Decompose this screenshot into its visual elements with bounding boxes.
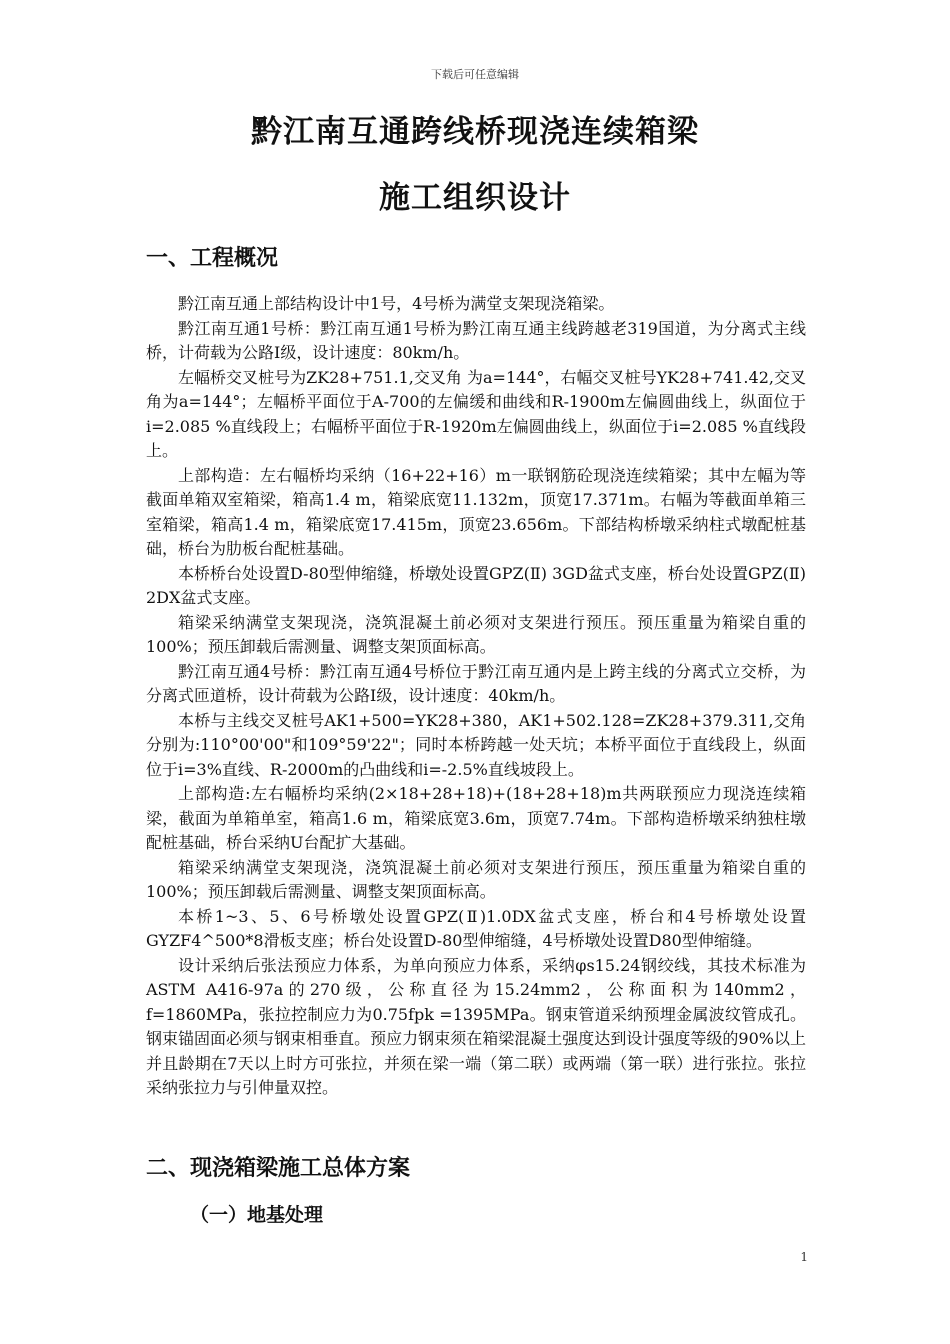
page-number: 1 [800,1250,808,1264]
paragraph: 箱梁采纳满堂支架现浇，浇筑混凝土前必须对支架进行预压。预压重量为箱梁自重的100%；预压卸载后需测量、调整支架顶面标高。 [146,612,806,656]
header-note: 下载后可任意编辑 [431,68,519,81]
paragraph: 设计采纳后张法预应力体系，为单向预应力体系，采纳φs15.24钢绞线，其技术标准为ASTM A416-97a的270级，公称直径为15.24mm2，公称面积为140mm2，f=1860MPa，张拉控制应力为0.75fpk =1395MPa。钢束管道采纳预埋金属波纹管成孔。钢束锚固面必须与钢束相垂直。预应力钢束须在箱梁混凝土强度达到设计强度等级的90%以上并且龄期在7天以上时方可张拉，并须在梁一端（第二联）或两端（第一联）进行张拉。张拉采纳张拉力与引伸量双控。 [146,955,806,1097]
paragraph: 黔江南互通4号桥：黔江南互通4号桥位于黔江南互通内是上跨主线的分离式立交桥，为分离式匝道桥，设计荷载为公路Ⅰ级，设计速度：40km/h。 [146,661,806,705]
section-heading-plan: 二、现浇箱梁施工总体方案 [146,1156,411,1181]
paragraph: 本桥1~3、5、6号桥墩处设置GPZ(Ⅱ)1.0DX盆式支座，桥台和4号桥墩处设置GYZF4^500*8滑板支座；桥台处设置D-80型伸缩缝，4号桥墩处设置D80型伸缩缝。 [146,906,806,950]
paragraph: 黔江南互通上部结构设计中1号，4号桥为满堂支架现浇箱梁。 [178,294,615,313]
document-body [146,292,806,1101]
paragraph: 左幅桥交叉桩号为ZK28+751.1,交叉角 为a=144°，右幅交叉桩号YK28+741.42,交叉角为a=144°；左幅桥平面位于A-700的左偏缓和曲线和R-1900m左偏圆曲线上，纵面位于i=2.085 %直线段上；右幅桥平面位于R-1920m左偏圆曲线上，纵面位于i=2.085 %直线段上。 [146,367,806,460]
document-title-line1: 黔江南互通跨线桥现浇连续箱梁 [251,114,699,150]
paragraph: 箱梁采纳满堂支架现浇，浇筑混凝土前必须对支架进行预压，预压重量为箱梁自重的100%；预压卸载后需测量、调整支架顶面标高。 [146,857,806,901]
document-title-line2: 施工组织设计 [379,180,571,216]
paragraph: 上部构造:左右幅桥均采纳(2×18+28+18)+(18+28+18)m共两联预应力现浇连续箱梁，截面为单箱单室，箱高1.6 m，箱梁底宽3.6m，顶宽7.74m。下部构造桥墩采纳独柱墩配桩基础，桥台采纳U台配扩大基础。 [146,784,806,852]
paragraph: 黔江南互通1号桥：黔江南互通1号桥为黔江南互通主线跨越老319国道，为分离式主线桥，计荷载为公路Ⅰ级，设计速度：80km/h。 [146,318,806,362]
paragraph: 本桥桥台处设置D-80型伸缩缝，桥墩处设置GPZ(Ⅱ) 3GD盆式支座，桥台处设置GPZ(Ⅱ) 2DX盆式支座。 [146,563,806,607]
paragraph: 上部构造：左右幅桥均采纳（16+22+16）m一联钢筋砼现浇连续箱梁；其中左幅为等截面单箱双室箱梁，箱高1.4 m，箱梁底宽11.132m，顶宽17.371m。右幅为等截面单箱三室箱梁，箱高1.4 m，箱梁底宽17.415m，顶宽23.656m。下部结构桥墩采纳柱式墩配桩基础，桥台为肋板台配桩基础。 [146,465,806,558]
paragraph: 本桥与主线交叉桩号AK1+500=YK28+380，AK1+502.128=ZK28+379.311,交角分别为:110°00'00"和109°59'22"；同时本桥跨越一处天坑；本桥平面位于直线段上，纵面位于i=3%直线、R-2000m的凸曲线和i=-2.5%直线坡段上。 [146,710,806,779]
subsection-heading-foundation: （一）地基处理 [190,1204,324,1226]
section-heading-overview: 一、工程概况 [146,246,279,271]
